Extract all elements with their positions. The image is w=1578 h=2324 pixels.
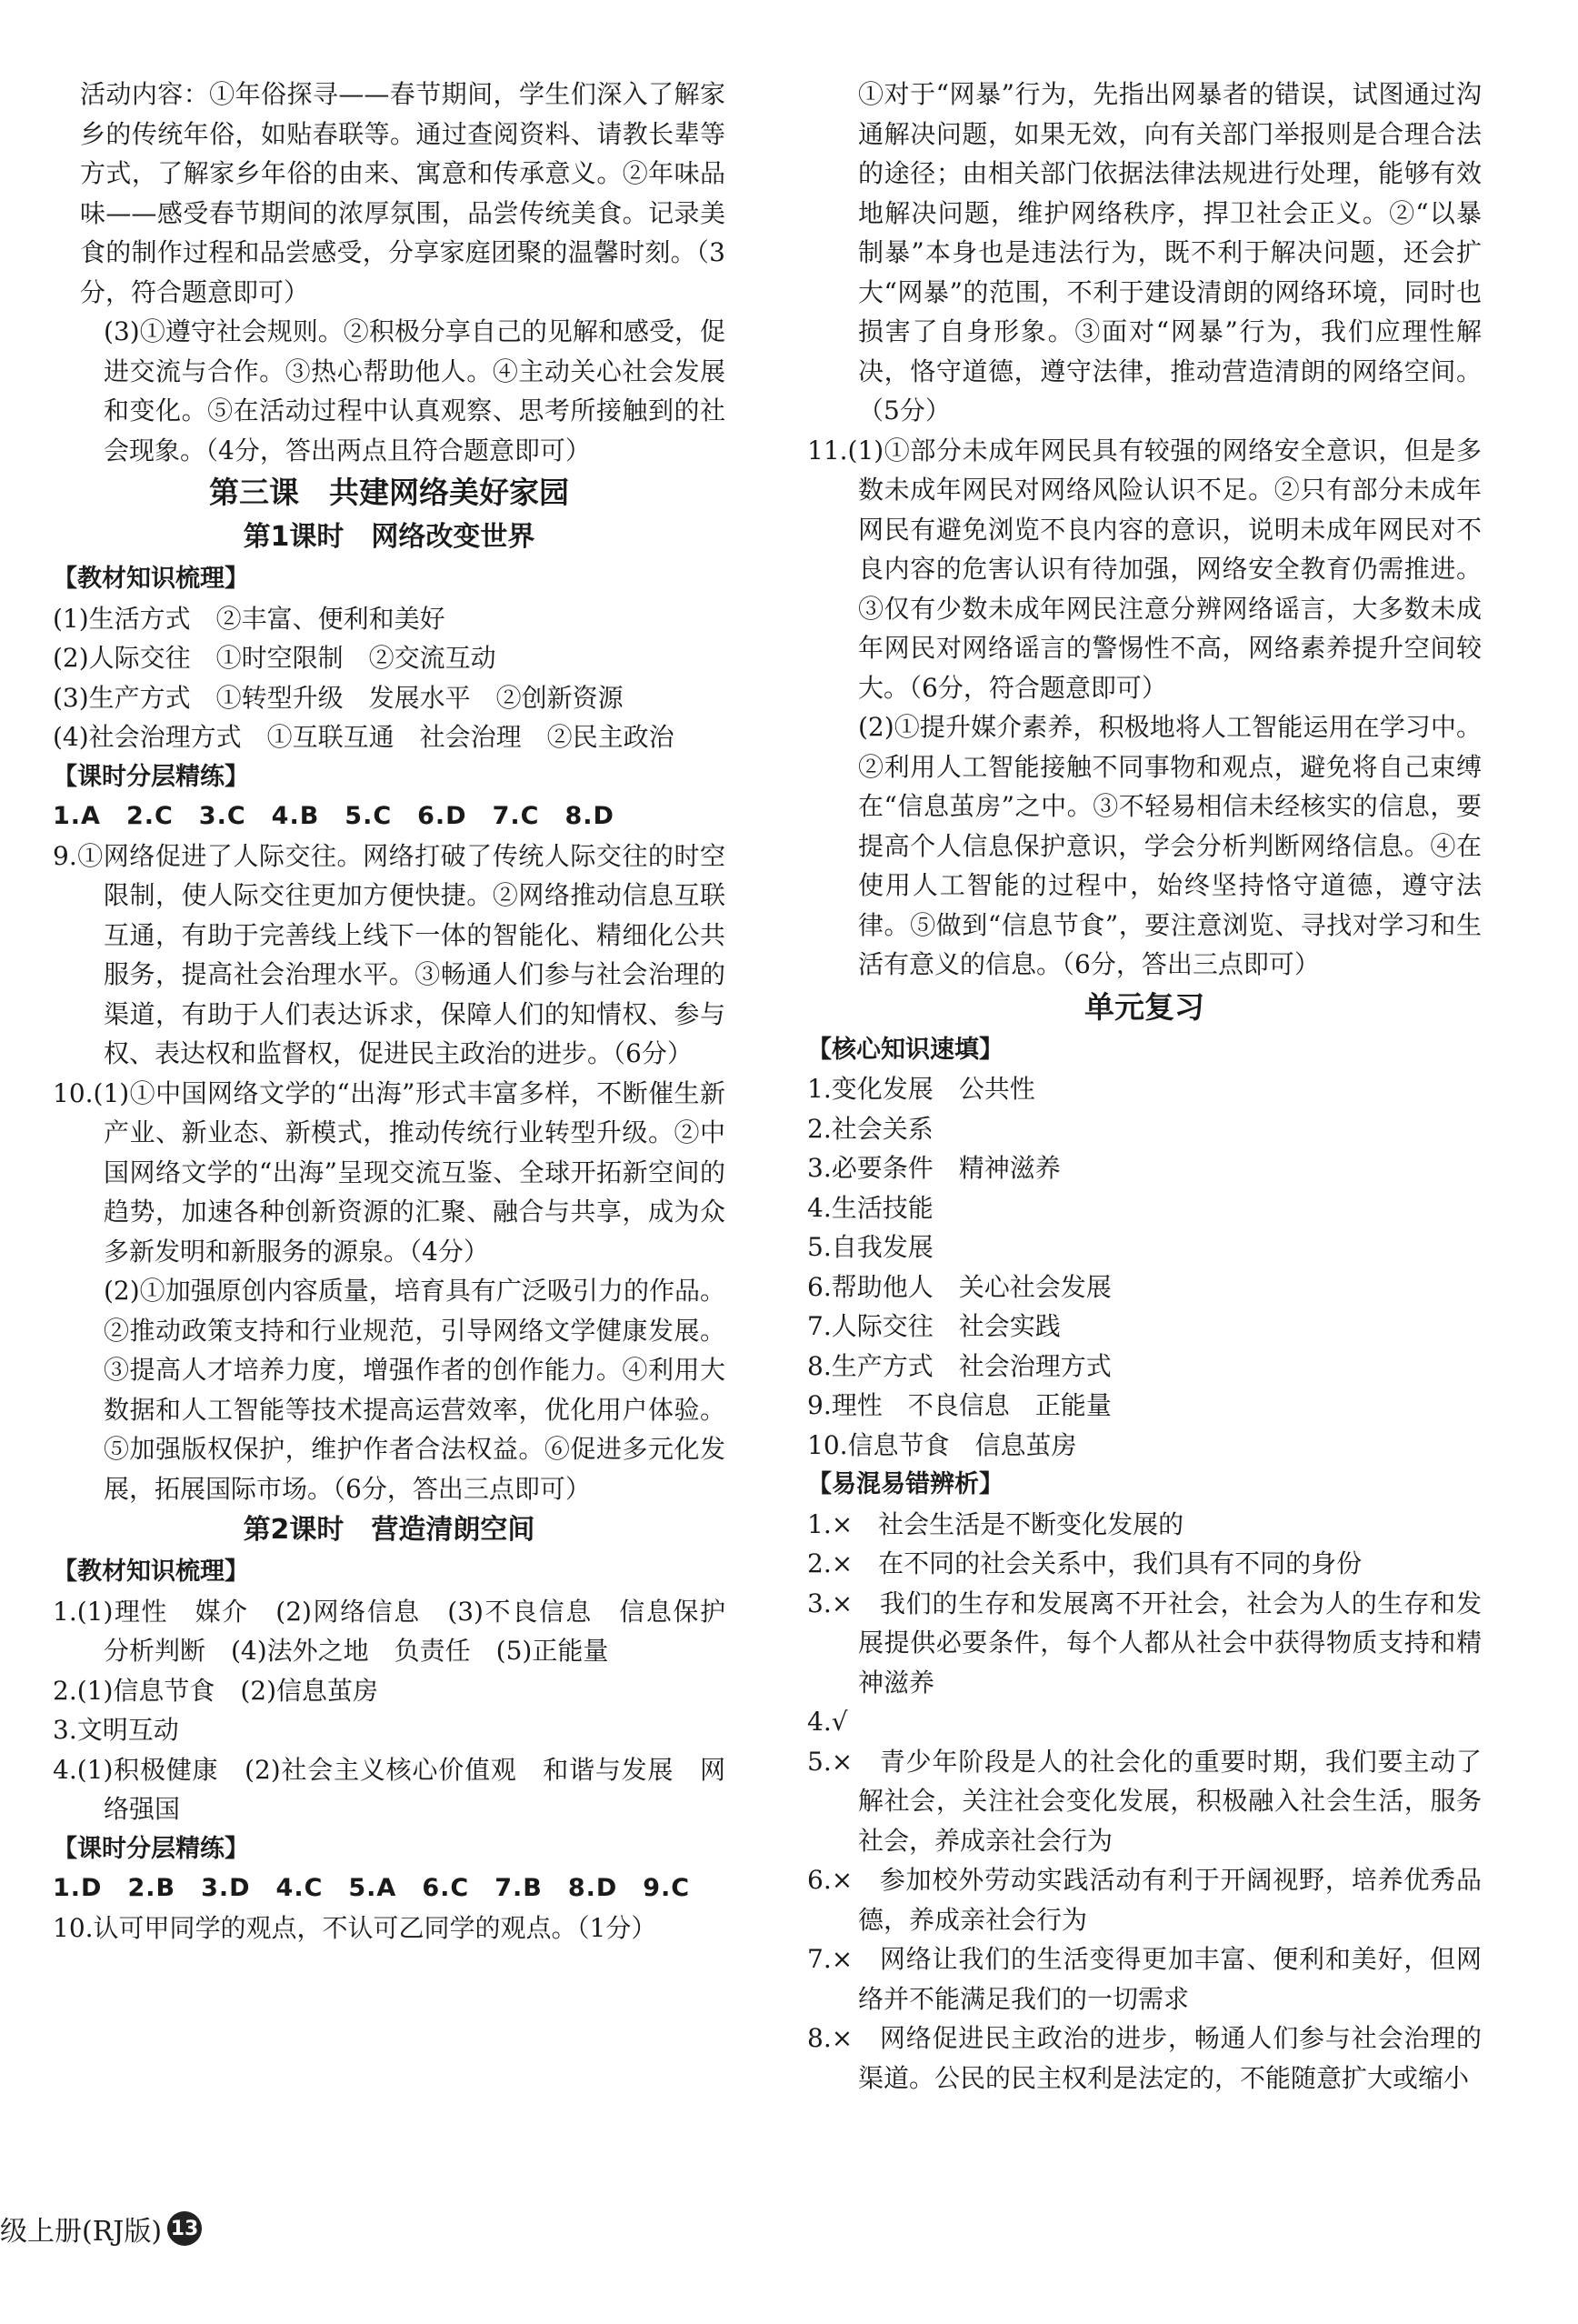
answer-text: 8.生产方式 社会治理方式	[807, 1350, 1112, 1381]
subsection-heading: 【课时分层精练】	[53, 1834, 249, 1863]
subsection-heading: 【核心知识速填】	[807, 1035, 1004, 1064]
answer-text: 8.× 网络促进民主政治的进步，畅通人们参与社会治理的渠道。公民的民主权利是法定的，不能随意扩大或缩小	[807, 2023, 1482, 2093]
footer-label: 级上册(RJ版)	[0, 2216, 163, 2248]
answer-text: 9.理性 不良信息 正能量	[807, 1390, 1112, 1420]
subsection-heading: 【易混易错辨析】	[807, 1470, 1004, 1498]
page-number-badge: 13	[167, 2211, 202, 2246]
answer-text: 1.(1)理性 媒介 (2)网络信息 (3)不良信息 信息保护 分析判断 (4)法外之地 负责任 (5)正能量	[53, 1596, 752, 1666]
answer-text: 4.√	[807, 1707, 848, 1737]
answer-text: 3.必要条件 精神滋养	[807, 1153, 1061, 1183]
choice-answers: 1.A 2.C 3.C 4.B 5.C 6.D 7.C 8.D	[53, 802, 614, 830]
section-title: 第1课时 网络改变世界	[243, 521, 535, 553]
page-footer	[0, 2208, 202, 2249]
answer-text: 6.× 参加校外劳动实践活动有利于开阔视野，培养优秀品德，养成亲社会行为	[807, 1865, 1482, 1935]
left-column	[53, 75, 752, 1948]
answer-text: ①对于“网暴”行为，先指出网暴者的错误，试图通过沟通解决问题，如果无效，向有关部门举报则是合理合法的途径；由相关部门依据法律法规进行处理，能够有效地解决问题，维护网络秩序，捍卫社会正义。②“以暴制暴”本身也是违法行为，既不利于解决问题，还会扩大“网暴”的范围，不利于建设清朗的网络环境，同时也损害了自身形象。③面对“网暴”行为，我们应理性解决，恪守道德，遵守法律，推动营造清朗的网络空间。（5分）	[858, 79, 1482, 426]
answer-text: 11.(1)①部分未成年网民具有较强的网络安全意识，但是多数未成年网民对网络风险认识不足。②只有部分未成年网民有避免浏览不良内容的意识，说明未成年网民对不良内容的危害认识有待加强，网络安全教育仍需推进。③仅有少数未成年网民注意分辨网络谣言，大多数未成年网民对网络谣言的警惕性不高，网络素养提升空间较大。（6分，符合题意即可）	[807, 435, 1482, 703]
answer-text: (4)社会治理方式 ①互联互通 社会治理 ②民主政治	[53, 722, 674, 752]
answer-text: (3)①遵守社会规则。②积极分享自己的见解和感受，促进交流与合作。③热心帮助他人。④主动关心社会发展和变化。⑤在活动过程中认真观察、思考所接触到的社会现象。（4分，答出两点且符合题意即可）	[53, 316, 725, 466]
answer-text: 2.× 在不同的社会关系中，我们具有不同的身份	[807, 1548, 1363, 1578]
subsection-heading: 【教材知识梳理】	[53, 565, 249, 593]
answer-text: 10.认可甲同学的观点，不认可乙同学的观点。（1分）	[53, 1912, 657, 1943]
answer-text: 9.①网络促进了人际交往。网络打破了传统人际交往的时空限制，使人际交往更加方便快捷。②网络推动信息互联互通，有助于完善线上线下一体的智能化、精细化公共服务，提高社会治理水平。③畅通人们参与社会治理的渠道，有助于人们表达诉求，保障人们的知情权、参与权、表达权和监督权，促进民主政治的进步。（6分）	[53, 840, 725, 1068]
answer-text: 1.变化发展 公共性	[807, 1074, 1035, 1104]
answer-text: 2.社会关系	[807, 1113, 934, 1144]
answer-text: 4.生活技能	[807, 1192, 934, 1223]
answer-text: (1)生活方式 ②丰富、便利和美好	[53, 603, 445, 634]
answer-text: (3)生产方式 ①转型升级 发展水平 ②创新资源	[53, 682, 624, 713]
answer-text: 1.× 社会生活是不断变化发展的	[807, 1508, 1184, 1539]
right-column	[807, 75, 1482, 2098]
lesson-title: 单元复习	[1084, 988, 1204, 1025]
answer-text: 3.× 我们的生存和发展离不开社会，社会为人的生存和发展提供必要条件，每个人都从社会中获得物质支持和精神滋养	[807, 1588, 1482, 1698]
answer-text: 7.× 网络让我们的生活变得更加丰富、便利和美好，但网络并不能满足我们的一切需求	[807, 1944, 1482, 2014]
choice-answers: 1.D 2.B 3.D 4.C 5.A 6.C 7.B 8.D 9.C	[53, 1874, 691, 1902]
answer-text: 3.文明互动	[53, 1715, 179, 1745]
answer-text: 7.人际交往 社会实践	[807, 1311, 1061, 1341]
answer-text: (2)人际交往 ①时空限制 ②交流互动	[53, 643, 496, 673]
answer-text: 2.(1)信息节食 (2)信息茧房	[53, 1675, 379, 1706]
answer-text: 4.(1)积极健康 (2)社会主义核心价值观 和谐与发展 网络强国	[53, 1754, 725, 1824]
section-title: 第2课时 营造清朗空间	[243, 1514, 535, 1546]
answer-text: 5.自我发展	[807, 1232, 934, 1262]
answer-text: (2)①加强原创内容质量，培育具有广泛吸引力的作品。②推动政策支持和行业规范，引导网络文学健康发展。③提高人才培养力度，增强作者的创作能力。④利用大数据和人工智能等技术提高运营效率，优化用户体验。⑤加强版权保护，维护作者合法权益。⑥促进多元化发展，拓展国际市场。（6分，答出三点即可）	[104, 1276, 725, 1504]
answer-text: (2)①提升媒介素养，积极地将人工智能运用在学习中。②利用人工智能接触不同事物和观点，避免将自己束缚在“信息茧房”之中。③不轻易相信未经核实的信息，要提高个人信息保护意识，学会分析判断网络信息。④在使用人工智能的过程中，始终坚持恪守道德，遵守法律。⑤做到“信息节食”，要注意浏览、寻找对学习和生活有意义的信息。（6分，答出三点即可）	[858, 712, 1482, 979]
answer-text: 10.信息节食 信息茧房	[807, 1429, 1077, 1460]
lesson-title: 第三课 共建网络美好家园	[209, 475, 569, 510]
answer-text: 活动内容：①年俗探寻——春节期间，学生们深入了解家乡的传统年俗，如贴春联等。通过查阅资料、请教长辈等方式，了解家乡年俗的由来、寓意和传承意义。②年味品味——感受春节期间的浓厚氛围，品尝传统美食。记录美食的制作过程和品尝感受，分享家庭团聚的温馨时刻。（3分，符合题意即可）	[80, 79, 725, 307]
answer-text: 5.× 青少年阶段是人的社会化的重要时期，我们要主动了解社会，关注社会变化发展，积极融入社会生活，服务社会，养成亲社会行为	[807, 1746, 1482, 1856]
subsection-heading: 【课时分层精练】	[53, 762, 249, 791]
answer-text: 6.帮助他人 关心社会发展	[807, 1271, 1112, 1302]
answer-text: 10.(1)①中国网络文学的“出海”形式丰富多样，不断催生新产业、新业态、新模式，推动传统行业转型升级。②中国网络文学的“出海”呈现交流互鉴、全球开拓新空间的趋势，加速各种创新资源的汇聚、融合与共享，成为众多新发明和新服务的源泉。（4分）	[53, 1077, 725, 1267]
subsection-heading: 【教材知识梳理】	[53, 1558, 249, 1586]
